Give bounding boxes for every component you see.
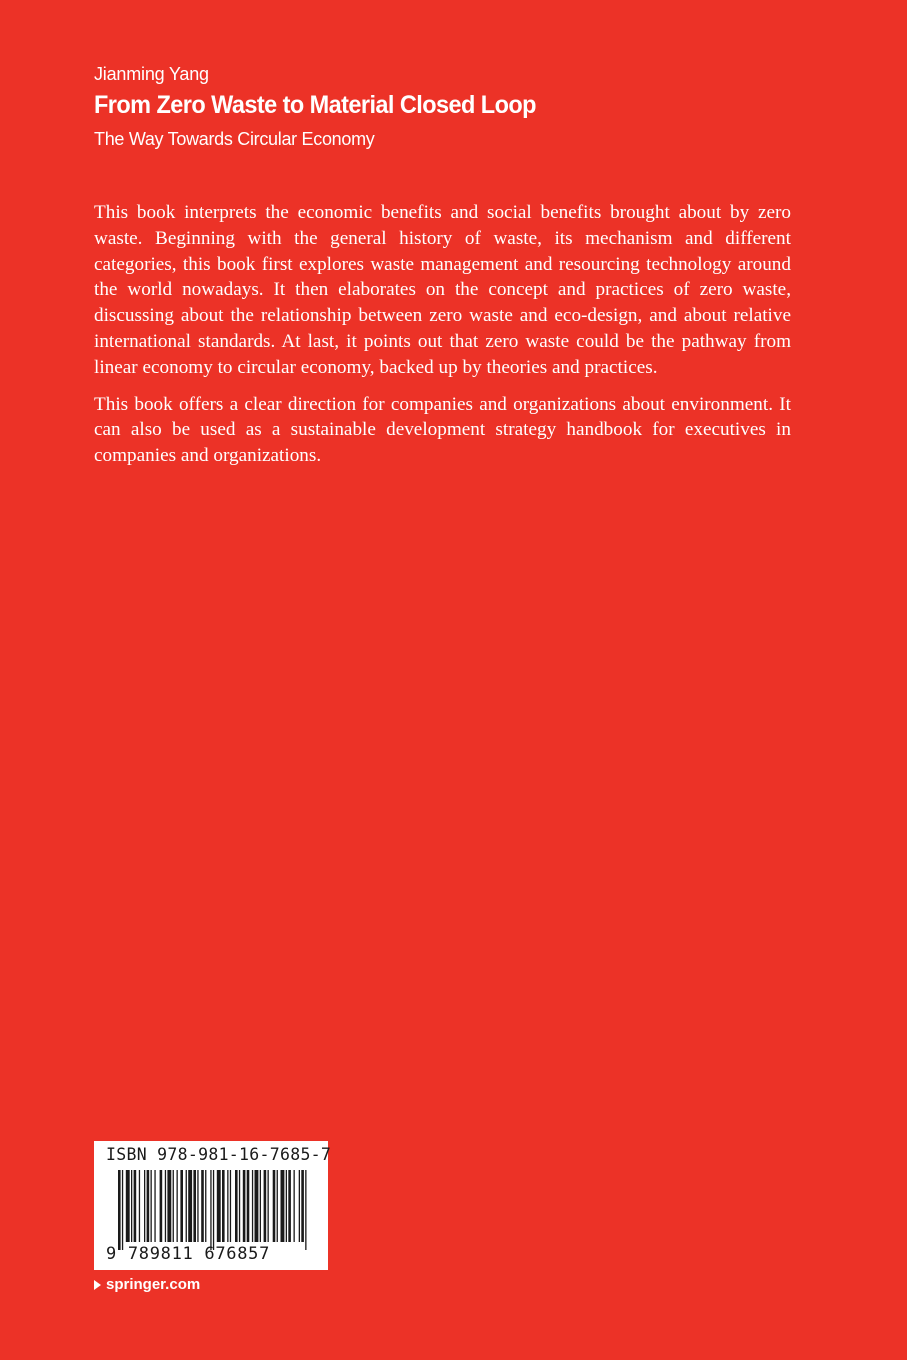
barcode-bar bbox=[197, 1170, 198, 1242]
arrow-icon bbox=[94, 1280, 101, 1290]
barcode-bar bbox=[193, 1170, 196, 1242]
author-name: Jianming Yang bbox=[94, 64, 209, 84]
barcode-bar bbox=[213, 1170, 214, 1250]
barcode-bar bbox=[205, 1170, 206, 1242]
barcode-bar bbox=[131, 1170, 132, 1242]
barcode-bar bbox=[126, 1170, 130, 1242]
barcode-bar bbox=[230, 1170, 231, 1242]
barcode-bar bbox=[277, 1170, 278, 1242]
barcode-bar bbox=[144, 1170, 145, 1242]
barcode-bar bbox=[227, 1170, 228, 1242]
barcode-bar bbox=[160, 1170, 163, 1242]
isbn-label: ISBN 978-981-16-7685-7 bbox=[106, 1145, 332, 1164]
barcode-bar bbox=[281, 1170, 285, 1242]
blurb bbox=[94, 200, 791, 480]
publisher-website: springer.com bbox=[106, 1276, 201, 1293]
isbn-barcode bbox=[94, 1141, 332, 1270]
barcode-bar bbox=[167, 1170, 171, 1242]
blurb-paragraph-1: This book interprets the economic benefits and social benefits brought about by zero waste. Beginning with the general history of waste, its mechanism and different categories, this book first explores waste management and resourcing technology around the world nowadays. It then elaborates on the concept and practices of zero waste, discussing about the relationship between zero waste and eco-design, and about relative international standards. At last, it points out that zero waste could be the pathway from linear economy to circular economy, backed up by theories and practices. bbox=[94, 202, 791, 378]
barcode-bar bbox=[288, 1170, 291, 1242]
barcode-bar bbox=[286, 1170, 287, 1242]
barcode-bar bbox=[294, 1170, 295, 1242]
barcode-digits: 9 789811 676857 bbox=[106, 1244, 271, 1264]
barcode-bar bbox=[147, 1170, 150, 1242]
barcode-bar bbox=[264, 1170, 267, 1242]
blurb-paragraph-2: This book offers a clear direction for companies and organizations about environment. It can also be used as a sustainable development strategy handbook for executives in companies and organizations. bbox=[94, 393, 791, 467]
barcode-bar bbox=[268, 1170, 269, 1242]
barcode-bar bbox=[299, 1170, 300, 1242]
barcode-bar bbox=[239, 1170, 240, 1242]
barcode-bar bbox=[273, 1170, 276, 1242]
book-subtitle: The Way Towards Circular Economy bbox=[94, 129, 375, 149]
barcode-bar bbox=[260, 1170, 261, 1242]
barcode-bar bbox=[305, 1170, 306, 1250]
barcode-bar bbox=[188, 1170, 192, 1242]
barcode-bar bbox=[201, 1170, 204, 1242]
barcode-bar bbox=[247, 1170, 250, 1242]
barcode-bar bbox=[118, 1170, 121, 1250]
barcode-bar bbox=[255, 1170, 259, 1242]
barcode-bar bbox=[186, 1170, 187, 1242]
barcode-bar bbox=[177, 1170, 178, 1242]
barcode-bar bbox=[154, 1170, 155, 1242]
barcode-bar bbox=[165, 1170, 166, 1242]
barcode-bar bbox=[301, 1170, 304, 1242]
barcode-bar bbox=[235, 1170, 238, 1242]
book-title: From Zero Waste to Material Closed Loop bbox=[94, 91, 536, 119]
barcode-bar bbox=[243, 1170, 246, 1242]
barcode-bar bbox=[173, 1170, 174, 1242]
barcode-bar bbox=[210, 1170, 211, 1250]
barcode-bar bbox=[134, 1170, 137, 1242]
barcode-bar bbox=[252, 1170, 253, 1242]
barcode-bar bbox=[180, 1170, 183, 1242]
barcode-bar bbox=[122, 1170, 123, 1250]
publisher-link[interactable] bbox=[94, 1276, 200, 1293]
barcode-bar bbox=[151, 1170, 152, 1242]
barcode-bar bbox=[217, 1170, 221, 1242]
barcode-bar bbox=[139, 1170, 140, 1242]
barcode-bar bbox=[222, 1170, 225, 1242]
